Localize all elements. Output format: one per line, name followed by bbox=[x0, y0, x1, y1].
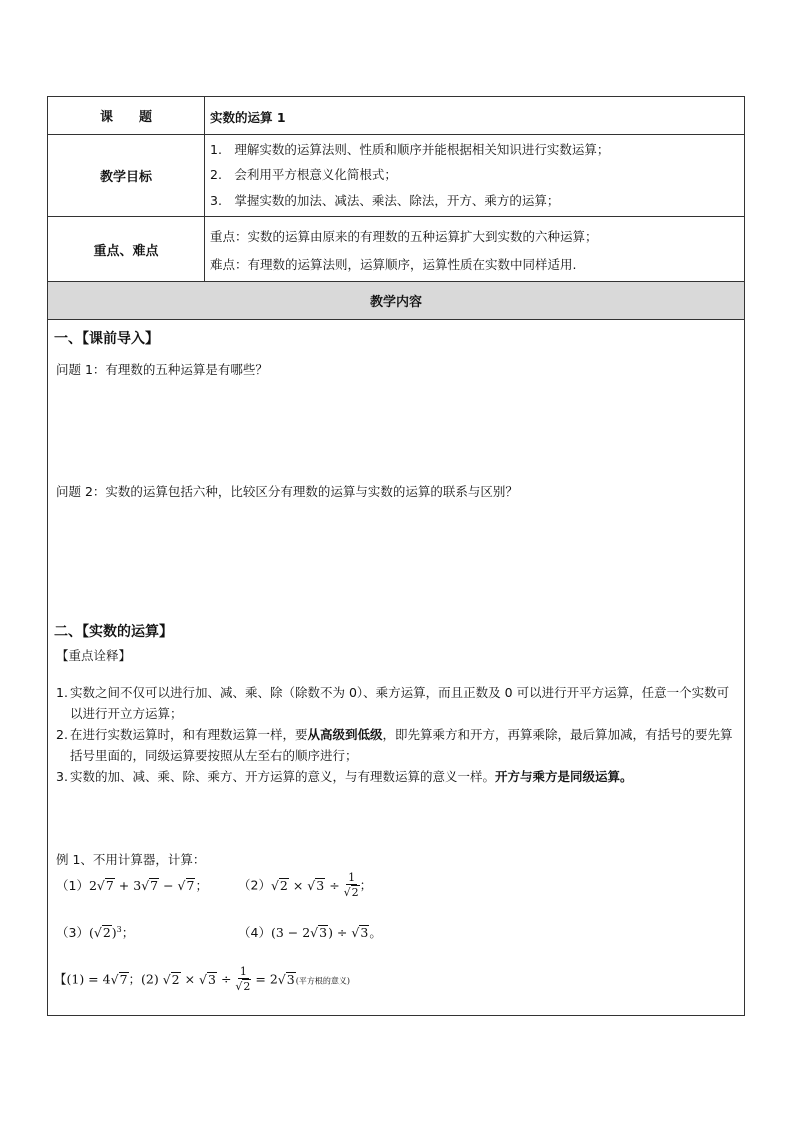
question-2: 问题 2：实数的运算包括六种，比较区分有理数的运算与实数的运算的联系与区别？ bbox=[56, 484, 518, 499]
item-text: 实数的加、减、乘、除、乘方、开方运算的意义，与有理数运算的意义一样。 bbox=[70, 769, 496, 784]
expression-1: 2√ 7 + 3√ 7 − √ 7 bbox=[89, 878, 196, 893]
answer-note: (平方根的意义) bbox=[295, 976, 350, 986]
expression-2: √ 2 × √ 3 ÷ 1 √ 2 bbox=[271, 878, 360, 893]
item-text: 实数之间不仅可以进行加、减、乘、除（除数不为 0）、乘方运算，而且正数及 0 可以进行开平方运算，任意一个实数可以进行开立方运算； bbox=[70, 685, 730, 721]
item-number: 3. bbox=[56, 769, 68, 784]
explanation-item bbox=[56, 724, 736, 766]
problem-3: （3）(√ 2)$^3$； bbox=[56, 923, 134, 941]
topic-value: 实数的运算 1 bbox=[210, 110, 286, 125]
example-intro: 例 1、不用计算器，计算： bbox=[56, 852, 206, 867]
expression-4: (3 − 2√ 3) ÷ √ 3 bbox=[271, 925, 369, 940]
keypoints-row bbox=[48, 217, 744, 282]
goal-item: 2. 会利用平方根意义化简根式； bbox=[210, 167, 397, 182]
expression-3: (√ 2)$^3$ bbox=[89, 925, 122, 940]
lesson-table bbox=[47, 96, 745, 1016]
item-number: 2. bbox=[56, 727, 68, 742]
content-header: 教学内容 bbox=[48, 282, 744, 320]
section1-title: 一、【课前导入】 bbox=[54, 331, 159, 347]
section2-title: 二、【实数的运算】 bbox=[54, 624, 173, 640]
item-emphasis: 开方与乘方是同级运算。 bbox=[495, 769, 633, 784]
goals-label: 教学目标 bbox=[48, 135, 205, 216]
content-area bbox=[48, 320, 744, 1015]
goals-row bbox=[48, 135, 744, 217]
section2-subtitle: 【重点诠释】 bbox=[56, 648, 132, 663]
item-emphasis: 从高级到低级 bbox=[307, 727, 383, 742]
goal-item: 3. 掌握实数的加法、减法、乘法、除法，开方、乘方的运算； bbox=[210, 193, 560, 208]
question-1: 问题 1：有理数的五种运算是有哪些？ bbox=[56, 362, 268, 377]
answer: 【(1) = 4√ 7；(2) √ 2 × √ 3 ÷ 1 √ 2 = 2√ 3(平方根的意义) bbox=[54, 966, 350, 994]
problem-1: （1）2√ 7 + 3√ 7 − √ 7； bbox=[56, 876, 208, 894]
explanation-item bbox=[56, 682, 736, 724]
problem-2: （2）√ 2 × √ 3 ÷ 1 √ 2 ； bbox=[238, 872, 372, 900]
difficult-point: 难点：有理数的运算法则，运算顺序，运算性质在实数中同样适用. bbox=[210, 257, 577, 272]
key-explanations bbox=[56, 682, 736, 787]
goal-item: 1. 理解实数的运算法则、性质和顺序并能根据相关知识进行实数运算； bbox=[210, 142, 610, 157]
topic-label: 课 题 bbox=[48, 97, 205, 134]
item-number: 1. bbox=[56, 685, 68, 700]
item-text: 在进行实数运算时，和有理数运算一样，要 bbox=[70, 727, 308, 742]
explanation-item bbox=[56, 766, 736, 787]
topic-row bbox=[48, 97, 744, 135]
keypoints-label: 重点、难点 bbox=[48, 217, 205, 281]
item-text: ，即先算乘方和开方，再算乘除，最后算加减，有括号的要先算括号里面的，同级运算要按照从左至右的顺序进行； bbox=[70, 727, 733, 763]
problem-4: （4）(3 − 2√ 3) ÷ √ 3。 bbox=[238, 923, 382, 941]
key-point: 重点：实数的运算由原来的有理数的五种运算扩大到实数的六种运算； bbox=[210, 229, 598, 244]
